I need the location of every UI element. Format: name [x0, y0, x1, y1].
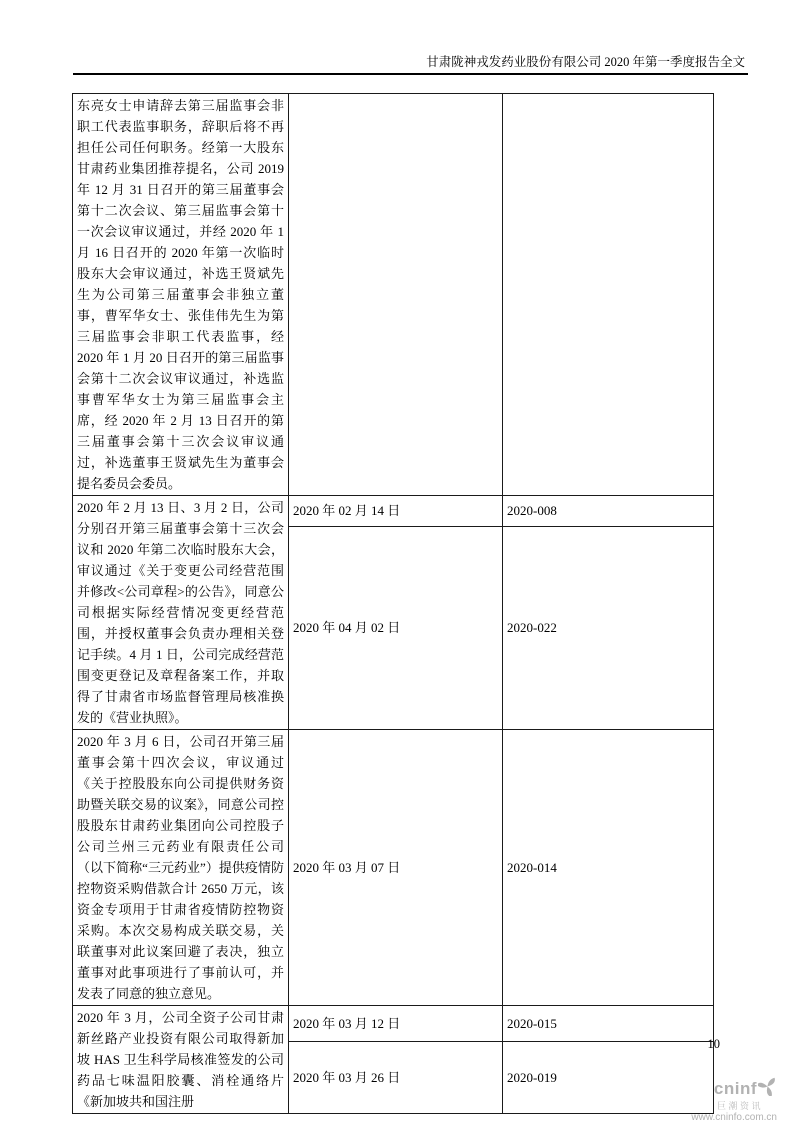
doc-number: 2020-022 — [503, 526, 714, 729]
disclosure-date: 2020 年 04 月 02 日 — [289, 526, 503, 729]
cninfo-brand-chinese: 巨潮资讯 — [716, 1101, 763, 1111]
disclosure-date: 2020 年 03 月 07 日 — [289, 730, 503, 1006]
announcement-content: 2020 年 3 月 6 日，公司召开第三届董事会第十四次会议，审议通过《关于控股股东向公司提供财务资助暨关联交易的议案》，同意公司控股股东甘肃药业集团向公司控股子公司兰州三元药业有限责任公司（以下简称“三元药业”）提供疫情防控物资采购借款合计 2650 万元，该资金专项用于甘肃省疫情防控物资采购。本次交易构成关联交易，关联董事对此议案回避了表决，独立董事对此事项进行了事前认可，并发表了同意的独立意见。 — [73, 730, 289, 1006]
table-row — [73, 1006, 714, 1042]
cninfo-swirl-icon — [758, 1077, 777, 1100]
doc-number-empty — [503, 94, 714, 496]
doc-number: 2020-019 — [503, 1042, 714, 1114]
header-title: 甘肃陇神戎发药业股份有限公司 2020 年第一季度报告全文 — [426, 55, 745, 69]
cninfo-brand-text: cninf — [713, 1079, 757, 1098]
doc-number: 2020-014 — [503, 730, 714, 1006]
table-row — [73, 496, 714, 527]
cninfo-url: www.cninfo.com.cn — [691, 1112, 777, 1122]
disclosure-date-empty — [289, 94, 503, 496]
disclosure-date: 2020 年 02 月 14 日 — [289, 496, 503, 527]
header-rule — [73, 73, 748, 75]
announcement-content: 东亮女士申请辞去第三届监事会非职工代表监事职务，辞职后将不再担任公司任何职务。经第一大股东甘肃药业集团推荐提名，公司 2019 年 12 月 31 日召开的第三届董事会第十二次会议、第三届监事会第十一次会议审议通过，并经 2020 年 1 月 16 日召开的 2020 年第一次临时股东大会审议通过，补选王贤斌先生为公司第三届董事会非独立董事，曹军华女士、张佳伟先生为第三届监事会非职工代表监事，经 2020 年 1 月 20 日召开的第三届监事会第十二次会议审议通过，补选监事曹军华女士为第三届监事会主席，经 2020 年 2 月 13 日召开的第三届董事会第十三次会议审议通过，补选董事王贤斌先生为董事会提名委员会委员。 — [73, 94, 289, 496]
announcements-table — [72, 93, 714, 1114]
announcement-content: 2020 年 3 月，公司全资子公司甘肃新丝路产业投资有限公司取得新加坡 HAS 卫生科学局核准签发的公司药品七味温阳胶囊、消栓通络片《新加坡共和国注册 — [73, 1006, 289, 1114]
disclosure-date: 2020 年 03 月 26 日 — [289, 1042, 503, 1114]
doc-number: 2020-015 — [503, 1006, 714, 1042]
announcement-content: 2020 年 2 月 13 日、3 月 2 日，公司分别召开第三届董事会第十三次会议和 2020 年第二次临时股东大会，审议通过《关于变更公司经营范围并修改<公司章程>的公告》，同意公司根据实际经营情况变更经营范围，并授权董事会负责办理相关登记手续。4 月 1 日，公司完成经营范围变更登记及章程备案工作，并取得了甘肃省市场监督管理局核准换发的《营业执照》。 — [73, 496, 289, 730]
page-number: 10 — [707, 1037, 720, 1051]
table-row — [73, 94, 714, 496]
table-row — [73, 730, 714, 1006]
disclosure-date: 2020 年 03 月 12 日 — [289, 1006, 503, 1042]
cninfo-logo — [691, 1077, 777, 1122]
doc-number: 2020-008 — [503, 496, 714, 527]
